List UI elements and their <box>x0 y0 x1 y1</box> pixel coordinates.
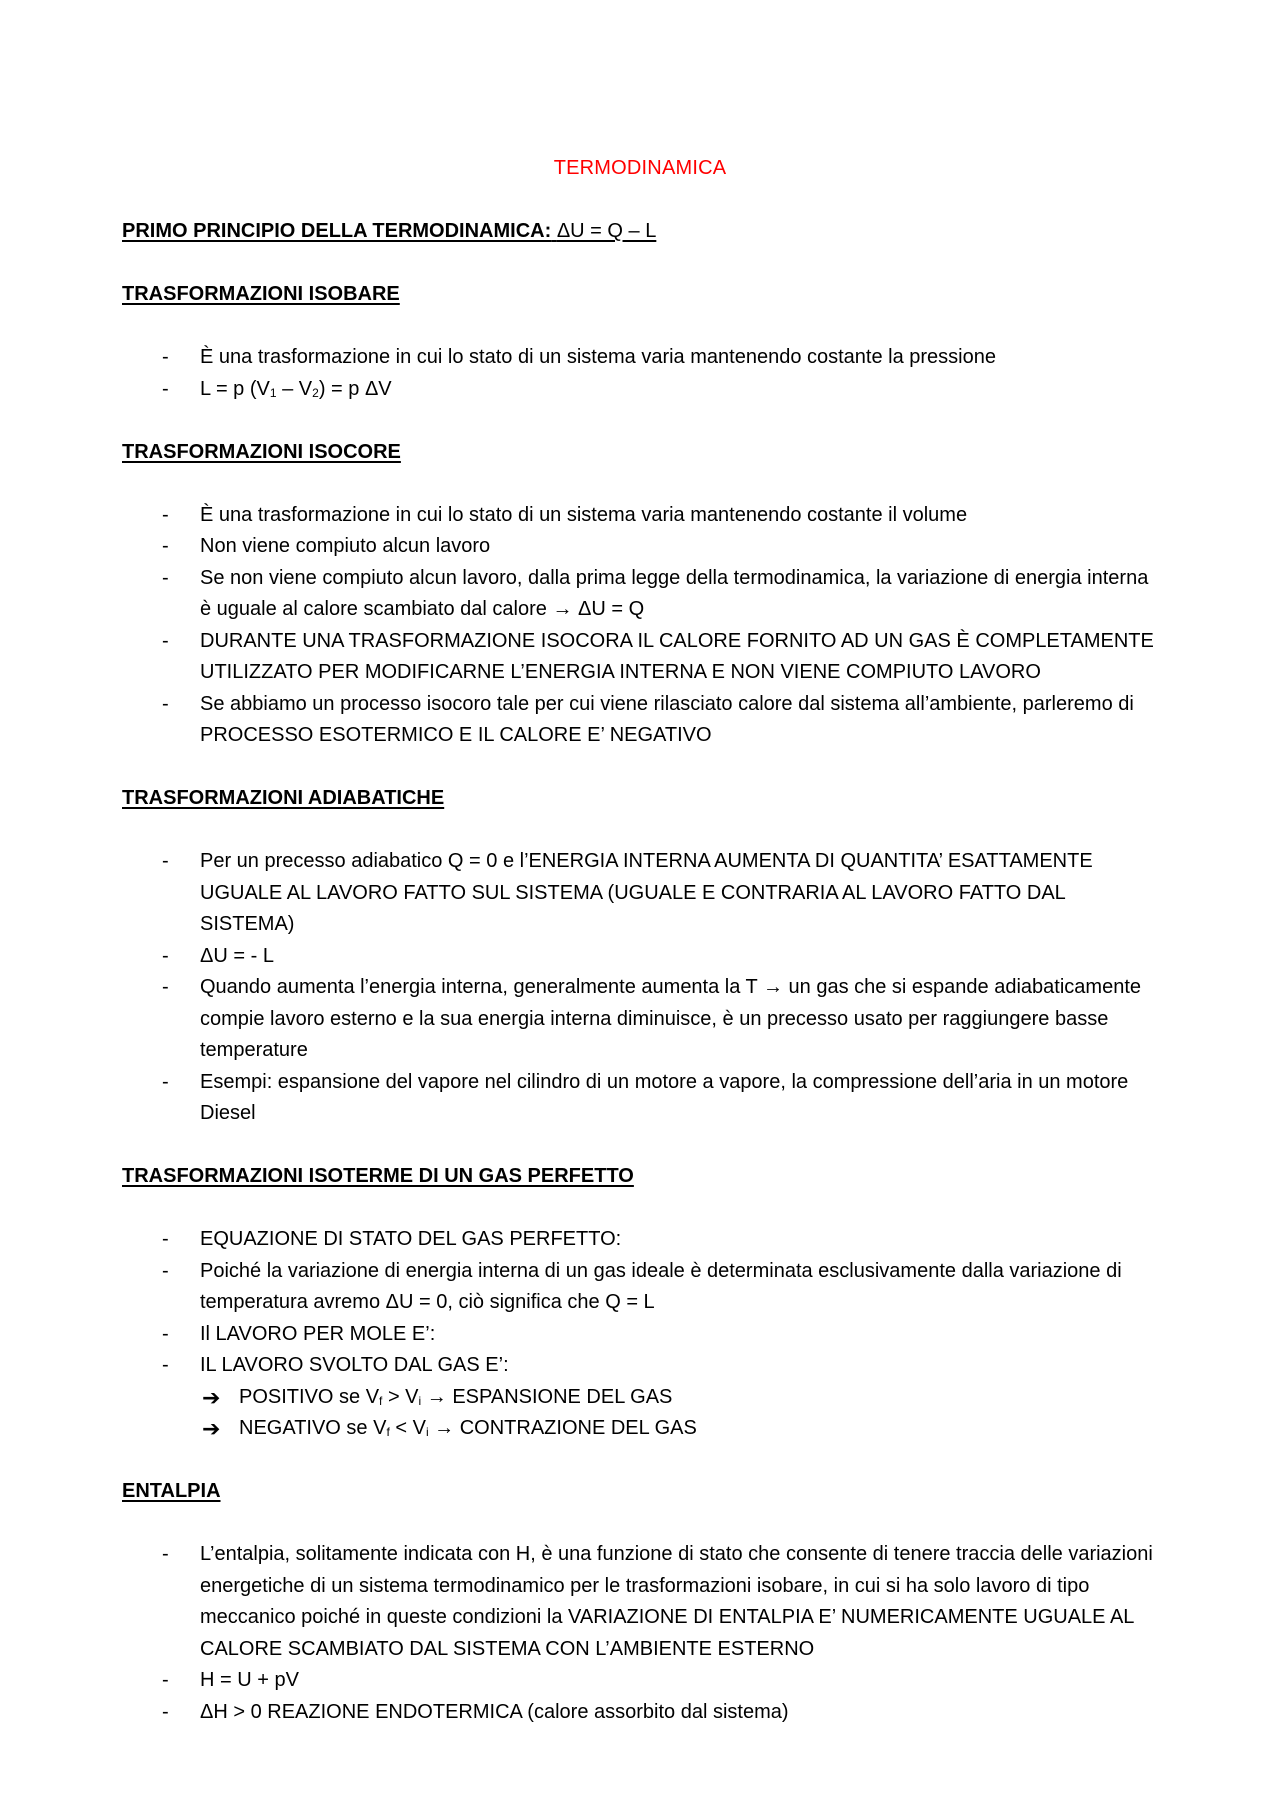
dash-bullet: - <box>162 1322 169 1345</box>
primo-principio-line <box>122 216 1162 248</box>
list-item: ➔ NEGATIVO se $V_f < V_i$ → CONTRAZIONE DEL GAS <box>122 1413 1162 1445</box>
dash-bullet: - <box>162 1354 169 1376</box>
dash-bullet: - <box>162 692 169 715</box>
list-item: - DURANTE UNA TRASFORMAZIONE ISOCORA IL CALORE FORNITO AD UN GAS È COMPLETAMENTE UTILIZZATO PER MODIFICARNE L’ENERGIA INTERNA E NON VIENE COMPIUTO LAVORO <box>122 626 1162 689</box>
right-arrow-icon: → <box>552 598 573 620</box>
list-item: - Non viene compiuto alcun lavoro <box>122 531 1162 563</box>
dash-bullet: - <box>162 1669 169 1691</box>
list-item: - ΔH > 0 REAZIONE ENDOTERMICA (calore assorbito dal sistema) <box>122 1697 1162 1729</box>
bold-arrow-icon: ➔ <box>202 1416 221 1441</box>
section-heading-isobare: TRASFORMAZIONI ISOBARE <box>122 283 400 305</box>
dash-bullet: - <box>162 1543 169 1565</box>
page-title: TERMODINAMICA <box>553 157 727 179</box>
dash-bullet: - <box>162 377 169 400</box>
section-heading-isoterme: TRASFORMAZIONI ISOTERME DI UN GAS PERFETTO <box>122 1165 634 1187</box>
dash-bullet: - <box>162 535 169 557</box>
document-body <box>122 216 1162 1728</box>
isoterme-list <box>122 1224 1162 1382</box>
list-item: - L’entalpia, solitamente indicata con H, è una funzione di stato che consente di tenere traccia delle variazioni energetiche di un sistema termodinamico per le trasformazioni isobare, in cui si ha solo lavoro di tipo meccanico poiché in queste condizioni la VARIAZIONE DI ENTALPIA E’ NUMERICAMENTE UGUALE AL CALORE SCAMBIATO DAL SISTEMA CON L’AMBIENTE ESTERNO <box>122 1539 1162 1665</box>
dash-bullet: - <box>162 944 169 967</box>
list-item: - È una trasformazione in cui lo stato di un sistema varia mantenendo costante il volume <box>122 500 1162 532</box>
list-item: - EQUAZIONE DI STATO DEL GAS PERFETTO: <box>122 1224 1162 1256</box>
adiabatiche-list <box>122 846 1162 1130</box>
list-item: - Il LAVORO PER MOLE E’: <box>122 1319 1162 1351</box>
list-item: - Quando aumenta l’energia interna, generalmente aumenta la T → un gas che si espande adiabaticamente compie lavoro esterno e la sua energia interna diminuisce, è un precesso usato per raggiungere basse temperature <box>122 972 1162 1067</box>
entalpia-list <box>122 1539 1162 1728</box>
section-heading-adiabatiche: TRASFORMAZIONI ADIABATICHE <box>122 787 445 809</box>
isobare-list <box>122 342 1162 405</box>
list-item: - Se non viene compiuto alcun lavoro, dalla prima legge della termodinamica, la variazione di energia interna è uguale al calore scambiato dal calore → ΔU = Q <box>122 563 1162 626</box>
list-item: ➔ POSITIVO se $V_f > V_i$ → ESPANSIONE DEL GAS <box>122 1382 1162 1414</box>
right-arrow-icon: → <box>762 976 783 998</box>
list-item: - IL LAVORO SVOLTO DAL GAS E’: <box>122 1350 1162 1382</box>
list-item: - Poiché la variazione di energia interna di un gas ideale è determinata esclusivamente dalla variazione di temperatura avremo ΔU = 0, ciò significa che Q = L <box>122 1256 1162 1319</box>
list-item: - H = U + pV <box>122 1665 1162 1697</box>
primo-principio-heading: PRIMO PRINCIPIO DELLA TERMODINAMICA: <box>122 220 552 242</box>
section-heading-isocore: TRASFORMAZIONI ISOCORE <box>122 440 401 463</box>
isoterme-sublist <box>122 1382 1162 1445</box>
dash-bullet: - <box>162 1259 169 1282</box>
list-item: - Per un precesso adiabatico Q = 0 e l’ENERGIA INTERNA AUMENTA DI QUANTITA’ ESATTAMENTE UGUALE AL LAVORO FATTO SUL SISTEMA (UGUALE E CONTRARIA AL LAVORO FATTO DAL SISTEMA) <box>122 846 1162 941</box>
dash-bullet: - <box>162 1070 169 1093</box>
dash-bullet: - <box>162 629 169 652</box>
list-item: - Se abbiamo un processo isocoro tale per cui viene rilasciato calore dal sistema all’ambiente, parleremo di PROCESSO ESOTERMICO E IL CALORE E’ NEGATIVO <box>122 689 1162 752</box>
primo-principio-formula: ΔU = Q – L <box>556 220 657 242</box>
list-item: - È una trasformazione in cui lo stato di un sistema varia mantenendo costante la pressione <box>122 342 1162 374</box>
dash-bullet: - <box>162 503 169 526</box>
right-arrow-icon: → <box>434 1417 455 1439</box>
dash-bullet: - <box>162 976 169 998</box>
isocore-list <box>122 500 1162 752</box>
section-heading-entalpia: ENTALPIA <box>122 1480 221 1502</box>
dash-bullet: - <box>162 850 169 872</box>
list-item: - ΔU = - L <box>122 941 1162 973</box>
right-arrow-icon: → <box>426 1385 447 1408</box>
dash-bullet: - <box>162 566 169 589</box>
bold-arrow-icon: ➔ <box>202 1384 221 1410</box>
dash-bullet: - <box>162 346 169 368</box>
list-item: - Esempi: espansione del vapore nel cilindro di un motore a vapore, la compressione dell’aria in un motore Diesel <box>122 1067 1162 1130</box>
list-item: - L = p $(V_1 - V_2) = p$ ΔV <box>122 374 1162 406</box>
dash-bullet: - <box>162 1228 169 1250</box>
dash-bullet: - <box>162 1700 169 1723</box>
